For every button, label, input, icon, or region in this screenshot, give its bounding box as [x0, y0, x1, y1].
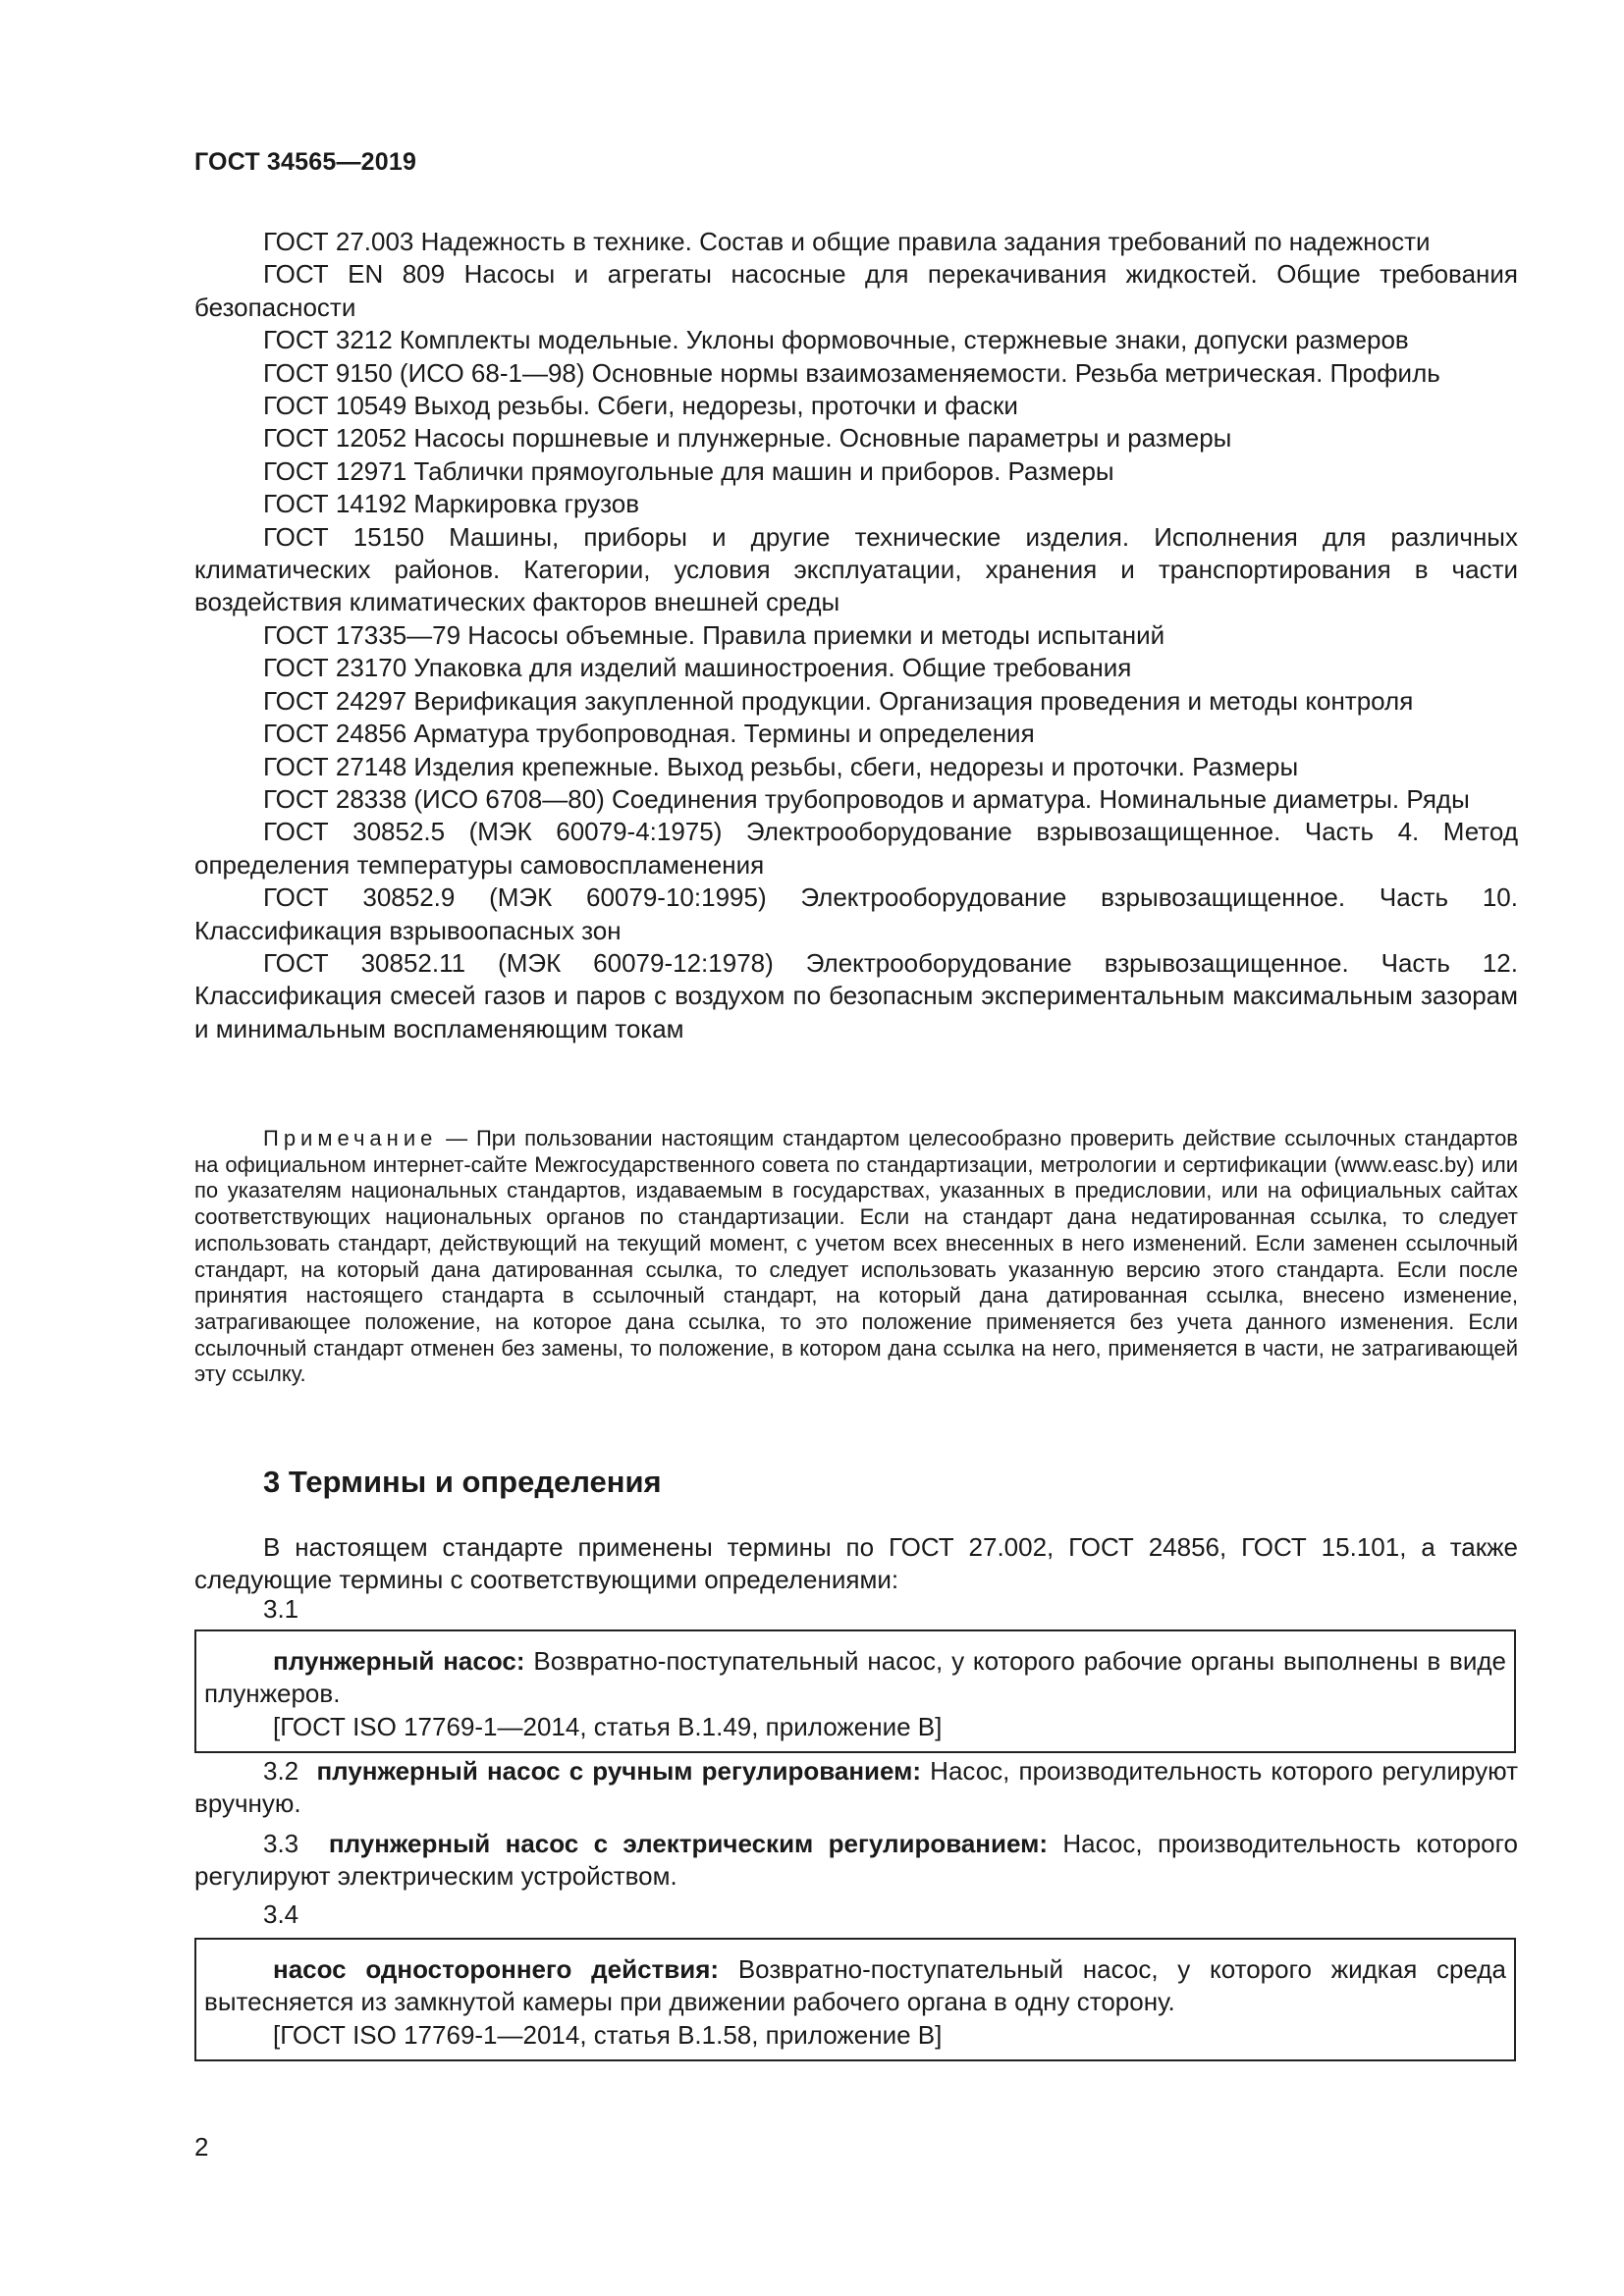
document-header: ГОСТ 34565—2019 [194, 148, 417, 176]
term-definition [204, 1953, 1506, 2019]
reference-item: ГОСТ 27.003 Надежность в технике. Состав и общие правила задания требований по надежности [263, 227, 1431, 256]
reference-item: ГОСТ 3212 Комплекты модельные. Уклоны формовочные, стержневые знаки, допуски размеров [263, 325, 1409, 355]
page-number: 2 [194, 2132, 209, 2162]
reference-item: ГОСТ 27148 Изделия крепежные. Выход резьбы, сбеги, недорезы и проточки. Размеры [263, 751, 1299, 781]
term-number: 3.1 [263, 1594, 299, 1624]
reference-item: ГОСТ 9150 (ИСО 68-1—98) Основные нормы взаимозаменяемости. Резьба метрическая. Профиль [263, 357, 1440, 388]
reference-item: ГОСТ EN 809 Насосы и агрегаты насосные для перекачивания жидкостей. Общие требования безопасности [194, 259, 1518, 322]
reference-item: ГОСТ 12052 Насосы поршневые и плунжерные. Основные параметры и размеры [263, 423, 1232, 454]
note-block [194, 1126, 1518, 1388]
reference-item: ГОСТ 30852.11 (МЭК 60079-12:1978) Электрооборудование взрывозащищенное. Часть 12. Классификация смесей газов и паров с воздухом по безопасным экспериментальным максимальным зазорам и минимальным воспламеняющим токам [194, 947, 1518, 1043]
section-intro [194, 1531, 1518, 1597]
term-box [194, 1938, 1516, 2061]
reference-item: ГОСТ 10549 Выход резьбы. Сбеги, недорезы, проточки и фаски [263, 391, 1018, 421]
reference-item: ГОСТ 24856 Арматура трубопроводная. Термины и определения [263, 719, 1035, 749]
reference-item: ГОСТ 30852.5 (МЭК 60079-4:1975) Электрооборудование взрывозащищенное. Часть 4. Метод определения температуры самовоспламенения [194, 817, 1518, 880]
intro-paragraph: В настоящем стандарте применены термины по ГОСТ 27.002, ГОСТ 24856, ГОСТ 15.101, а также следующие термины с соответствующими определениями: [194, 1532, 1518, 1595]
reference-item: ГОСТ 28338 (ИСО 6708—80) Соединения трубопроводов и арматура. Номинальные диаметры. Ряды [263, 783, 1470, 814]
term-name: насос одностороннего действия: [273, 1954, 720, 1984]
term-entry [194, 1755, 1518, 1821]
term-entry [194, 1828, 1518, 1894]
term-text: Возвратно-поступательный насос, у которого жидкая среда вытесняется из замкнутой камеры при движении рабочего органа в одну сторону. [204, 1954, 1507, 2017]
normative-references-list [194, 226, 1518, 1045]
reference-item: ГОСТ 30852.9 (МЭК 60079-10:1995) Электрооборудование взрывозащищенное. Часть 10. Классификация взрывоопасных зон [194, 882, 1518, 945]
note-paragraph [194, 1126, 1518, 1388]
note-label: Примечание [263, 1126, 438, 1150]
reference-item: ГОСТ 15150 Машины, приборы и другие технические изделия. Исполнения для различных климатических районов. Категории, условия эксплуатации, хранения и транспортирования в части воздействия климатических факторов внешней среды [194, 521, 1518, 617]
term-text: Возвратно-поступательный насос, у которого рабочие органы выполнены в виде плунжеров. [204, 1646, 1507, 1709]
term-name: плунжерный насос с электрическим регулированием: [328, 1829, 1049, 1858]
term-paragraph [194, 1755, 1518, 1821]
term-source: [ГОСТ ISO 17769-1—2014, статья В.1.49, приложение В] [273, 1711, 943, 1741]
term-source: [ГОСТ ISO 17769-1—2014, статья В.1.58, приложение В] [273, 2019, 943, 2050]
term-name: плунжерный насос: [273, 1646, 525, 1676]
term-definition [204, 1645, 1506, 1711]
term-text: Насос, производительность которого регулируют вручную. [194, 1756, 1518, 1819]
note-text: — При пользовании настоящим стандартом целесообразно проверить действие ссылочных стандартов на официальном интернет-сайте Межгосударственного совета по стандартизации, метрологии и сертификации (www.easc.by) или по указателям национальных стандартов, издаваемым в государствах, указанных в предисловии, или на официальных сайтах соответствующих национальных органов по стандартизации. Если на стандарт дана недатированная ссылка, то следует использовать стандарт, действующий на текущий момент, с учетом всех внесенных в него изменений. Если заменен ссылочный стандарт, на который дана датированная ссылка, то следует использовать указанную версию этого стандарта. Если после принятия настоящего стандарта в ссылочный стандарт, на который дана датированная ссылка, внесено изменение, затрагивающее положение, на которое дана ссылка, то это положение применяется без учета данного изменения. Если ссылочный стандарт отменен без замены, то положение, в котором дана ссылка на него, применяется в части, не затрагивающей эту ссылку. [194, 1126, 1518, 1387]
term-box [194, 1629, 1516, 1753]
term-number: 3.3 [263, 1829, 299, 1858]
section-title: 3 Термины и определения [263, 1465, 662, 1499]
term-name: плунжерный насос с ручным регулированием: [316, 1756, 922, 1786]
reference-item: ГОСТ 23170 Упаковка для изделий машиностроения. Общие требования [263, 653, 1132, 683]
term-text: Насос, производительность которого регулируют электрическим устройством. [194, 1829, 1518, 1892]
reference-item: ГОСТ 17335—79 Насосы объемные. Правила приемки и методы испытаний [263, 619, 1165, 650]
term-number: 3.2 [263, 1756, 299, 1786]
term-paragraph [194, 1828, 1518, 1894]
term-number: 3.4 [263, 1899, 299, 1929]
reference-item: ГОСТ 14192 Маркировка грузов [263, 489, 640, 519]
reference-item: ГОСТ 12971 Таблички прямоугольные для машин и приборов. Размеры [263, 455, 1114, 486]
reference-item: ГОСТ 24297 Верификация закупленной продукции. Организация проведения и методы контроля [263, 685, 1414, 716]
